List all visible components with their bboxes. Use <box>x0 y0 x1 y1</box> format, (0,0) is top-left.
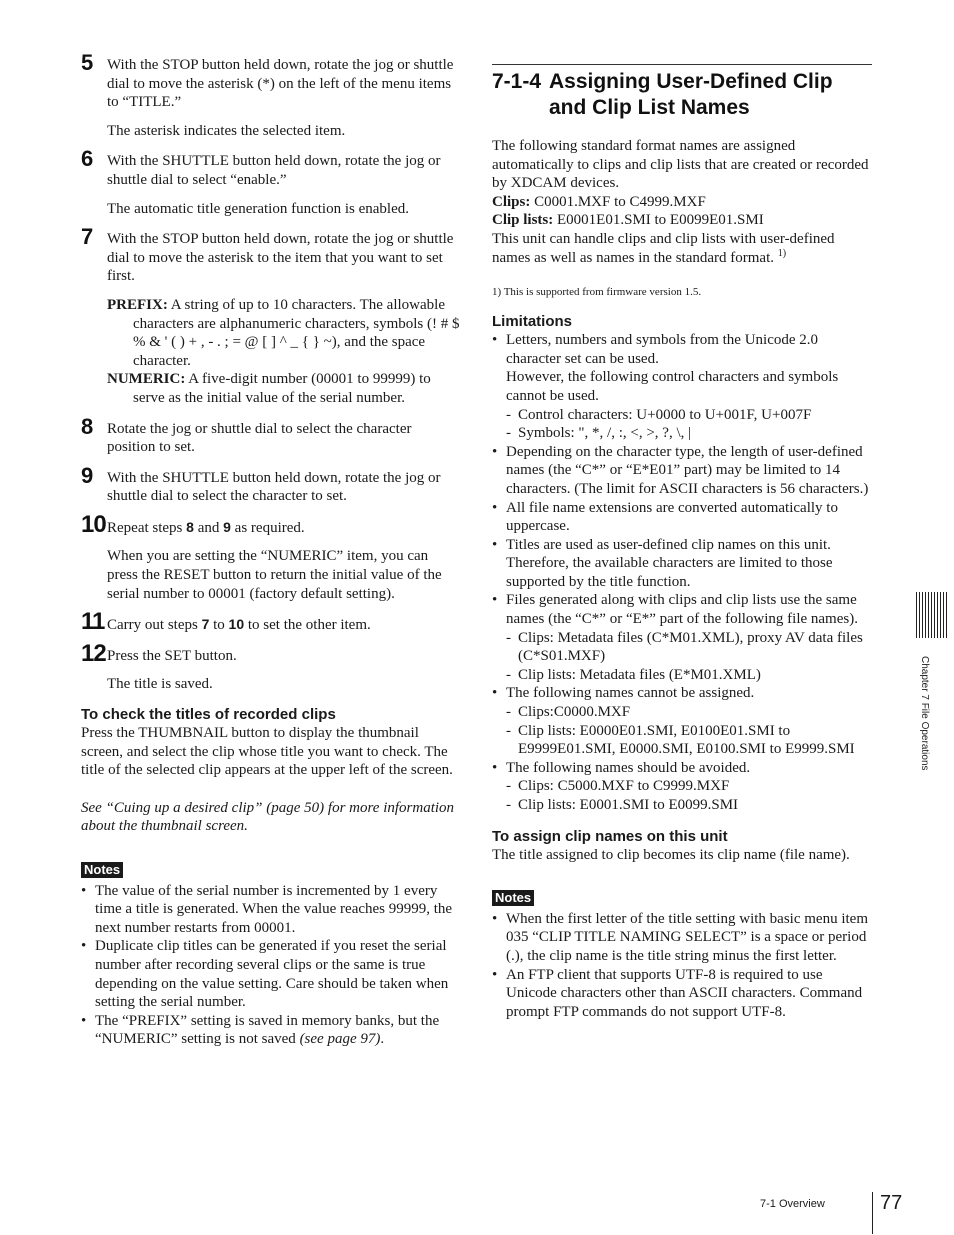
step-result: The title is saved. <box>107 676 213 693</box>
step-result: The asterisk indicates the selected item. <box>107 122 346 139</box>
limitation-text: • The following names cannot be assigned. <box>506 685 755 702</box>
note-text: . <box>380 1031 385 1048</box>
step-text <box>107 518 461 538</box>
dash-item: - Clip lists: E0001.SMI to E0099.SMI <box>506 796 872 815</box>
step-12 <box>81 639 461 694</box>
footer-divider <box>872 1192 873 1234</box>
footer-section-label: 7-1 Overview <box>760 1198 825 1210</box>
step-ref: 9 <box>223 518 231 535</box>
notes-badge: Notes <box>81 862 123 878</box>
assign-body: The title assigned to clip becomes its clip name (file name). <box>492 846 850 863</box>
chapter-tab-label: Chapter 7 File Operations <box>919 656 930 771</box>
notes-list <box>81 882 461 1049</box>
dash-item: - Clips:C0000.MXF <box>506 703 872 722</box>
chapter-tab-bars <box>916 592 949 638</box>
prefix-definition <box>107 296 461 370</box>
dash-list <box>506 629 872 685</box>
notes-badge: Notes <box>492 890 534 906</box>
note-item: • An FTP client that supports UTF-8 is required to use Unicode characters other than ASCII characters. Command prompt FTP commands do not support UTF-8. <box>492 966 872 1022</box>
page-reference: (see page 97) <box>299 1031 381 1048</box>
limitation-item: • Depending on the character type, the length of user-defined names (the “C*” or “E*E01” part) may be limited to 14 characters. (The limit for ASCII characters is 56 characters.) <box>492 443 872 499</box>
step-text: Rotate the jog or shuttle dial to select the character position to set. <box>107 420 412 456</box>
note-text: The “PREFIX” setting is saved in memory banks, but the “NUMERIC” setting is not saved <box>95 1012 440 1048</box>
dash-item: - Clip lists: Metadata files (E*M01.XML) <box>506 666 872 685</box>
limitation-item <box>492 759 872 815</box>
step-number: 11 <box>81 608 105 636</box>
notes-block <box>492 889 872 1021</box>
step-10 <box>81 510 461 603</box>
step-9 <box>81 462 461 506</box>
left-column <box>81 50 461 1049</box>
step-text: With the SHUTTLE button held down, rotate the jog or shuttle dial to select “enable.” <box>107 153 441 188</box>
dash-item: - Symbols: ", *, /, :, <, >, ?, \, | <box>506 424 872 443</box>
step-number: 5 <box>81 50 94 75</box>
step-ref: 10 <box>228 616 245 633</box>
intro-paragraph: The following standard format names are assigned automatically to clips and clip lists that are created or recorded by XDCAM devices. <box>492 138 869 192</box>
right-column <box>492 64 872 1021</box>
section-title: Assigning User-Defined Clip and Clip List Names <box>549 70 833 119</box>
assign-heading: To assign clip names on this unit <box>492 827 728 845</box>
limitation-text: • Letters, numbers and symbols from the Unicode 2.0 character set can be used. <box>506 332 819 367</box>
clips-value: C0001.MXF to C4999.MXF <box>530 193 706 210</box>
dash-item: - Clips: Metadata files (C*M01.XML), proxy AV data files (C*S01.MXF) <box>506 629 872 666</box>
limitation-item <box>492 684 872 758</box>
clips-label: Clips: <box>492 193 531 210</box>
step-text: With the STOP button held down, rotate the jog or shuttle dial to move the asterisk to the item that you want to set first. <box>107 231 454 285</box>
step-text: With the STOP button held down, rotate the jog or shuttle dial to move the asterisk (*) on the left of the menu items to “TITLE.” <box>107 57 454 111</box>
step-ref: 7 <box>201 616 210 633</box>
step-result: The automatic title generation function is enabled. <box>107 200 409 217</box>
note-item: • The value of the serial number is incremented by 1 every time a title is generated. When the value reaches 99999, the next number restarts from 00001. <box>81 882 461 938</box>
step-7 <box>81 224 461 407</box>
dash-item: - Clips: C5000.MXF to C9999.MXF <box>506 777 872 796</box>
step-number: 10 <box>81 510 106 538</box>
step-ref: 8 <box>186 518 194 535</box>
limitation-text: • The following names should be avoided. <box>506 759 751 776</box>
notes-block <box>81 861 461 1049</box>
step-number: 6 <box>81 146 94 172</box>
step-result: When you are setting the “NUMERIC” item, you can press the RESET button to return the initial value of the serial number to 00001 (factory default setting). <box>107 548 442 602</box>
limitation-item: • Titles are used as user-defined clip names on this unit. Therefore, the available characters are limited to those supported by the title function. <box>492 536 872 592</box>
check-titles-heading: To check the titles of recorded clips <box>81 706 336 724</box>
step-6 <box>81 146 461 218</box>
clips-line <box>492 193 872 212</box>
check-titles-body: Press the THUMBNAIL button to display the thumbnail screen, and select the clip whose title you want to check. The title of the selected clip appears at the upper left of the screen. <box>81 725 453 779</box>
cliplists-line <box>492 211 872 230</box>
step-text-part: to set the other item. <box>244 617 371 634</box>
numeric-definition <box>107 370 461 407</box>
dash-list <box>506 406 872 443</box>
step-text <box>107 615 461 635</box>
limitation-text: However, the following control characters and symbols cannot be used. <box>506 369 839 404</box>
page-number: 77 <box>880 1192 903 1214</box>
section-number: 7-1-4 <box>492 70 542 93</box>
dash-list <box>506 777 872 814</box>
numeric-term: NUMERIC: <box>107 371 186 388</box>
limitations-heading: Limitations <box>492 313 573 331</box>
note-item: • When the first letter of the title setting with basic menu item 035 “CLIP TITLE NAMING SELECT” is a space or period (.), the clip name is the title string minus the first letter. <box>492 910 872 966</box>
cliplists-value: E0001E01.SMI to E0099E01.SMI <box>553 212 764 229</box>
step-number: 9 <box>81 462 94 488</box>
prefix-term: PREFIX: <box>107 296 168 313</box>
step-text-part: as required. <box>230 519 305 536</box>
step-5 <box>81 50 461 140</box>
cross-reference: See “Cuing up a desired clip” (page 50) for more information about the thumbnail screen. <box>81 799 455 835</box>
step-number: 12 <box>81 639 106 667</box>
dash-list <box>506 703 872 759</box>
note-item: • Duplicate clip titles can be generated if you reset the serial number after recording several clips or the same is true depending on the value setting. Care should be taken when setting the serial number. <box>81 937 461 1011</box>
footnote: 1) This is supported from firmware version 1.5. <box>492 286 702 299</box>
step-11 <box>81 608 461 636</box>
dash-item: - Control characters: U+0000 to U+001F, U+007F <box>506 406 872 425</box>
limitation-item <box>492 591 872 684</box>
definition-list <box>107 296 461 408</box>
cliplists-label: Clip lists: <box>492 212 554 229</box>
limitation-text: • Files generated along with clips and clip lists use the same names (the “C*” or “E*” part of the following file names). <box>506 592 858 628</box>
step-text-part: Repeat steps <box>107 519 187 536</box>
note-item <box>81 1012 461 1049</box>
limitation-item <box>492 331 872 443</box>
step-text: Press the SET button. <box>107 647 237 664</box>
limitation-item: • All file name extensions are converted automatically to uppercase. <box>492 499 872 536</box>
numeric-description: A five-digit number (00001 to 99999) to serve as the initial value of the serial number. <box>133 371 431 406</box>
step-text-part: Carry out steps <box>107 617 202 634</box>
section-heading <box>492 69 872 121</box>
step-text-part: to <box>209 617 229 634</box>
footnote-ref: 1) <box>777 247 787 259</box>
section-rule <box>492 64 872 65</box>
step-8 <box>81 413 461 457</box>
dash-item: - Clip lists: E0000E01.SMI, E0100E01.SMI to E9999E01.SMI, E0000.SMI, E0100.SMI to E9999.SMI <box>506 722 872 759</box>
step-number: 7 <box>81 224 94 250</box>
prefix-description: A string of up to 10 characters. The allowable characters are alphanumeric characters, symbols (! # $ % & ' ( ) + , - . ; = @ [ ] ^ _ { } ~), and the space character. <box>133 296 460 369</box>
step-text-part: and <box>193 519 224 536</box>
step-text: With the SHUTTLE button held down, rotate the jog or shuttle dial to select the character to set. <box>107 469 441 505</box>
notes-list <box>492 910 872 1022</box>
limitations-list <box>492 331 872 814</box>
step-number: 8 <box>81 413 94 439</box>
handle-paragraph <box>492 230 872 267</box>
handle-text: This unit can handle clips and clip lists with user-defined names as well as names in the standard format. <box>492 230 835 266</box>
